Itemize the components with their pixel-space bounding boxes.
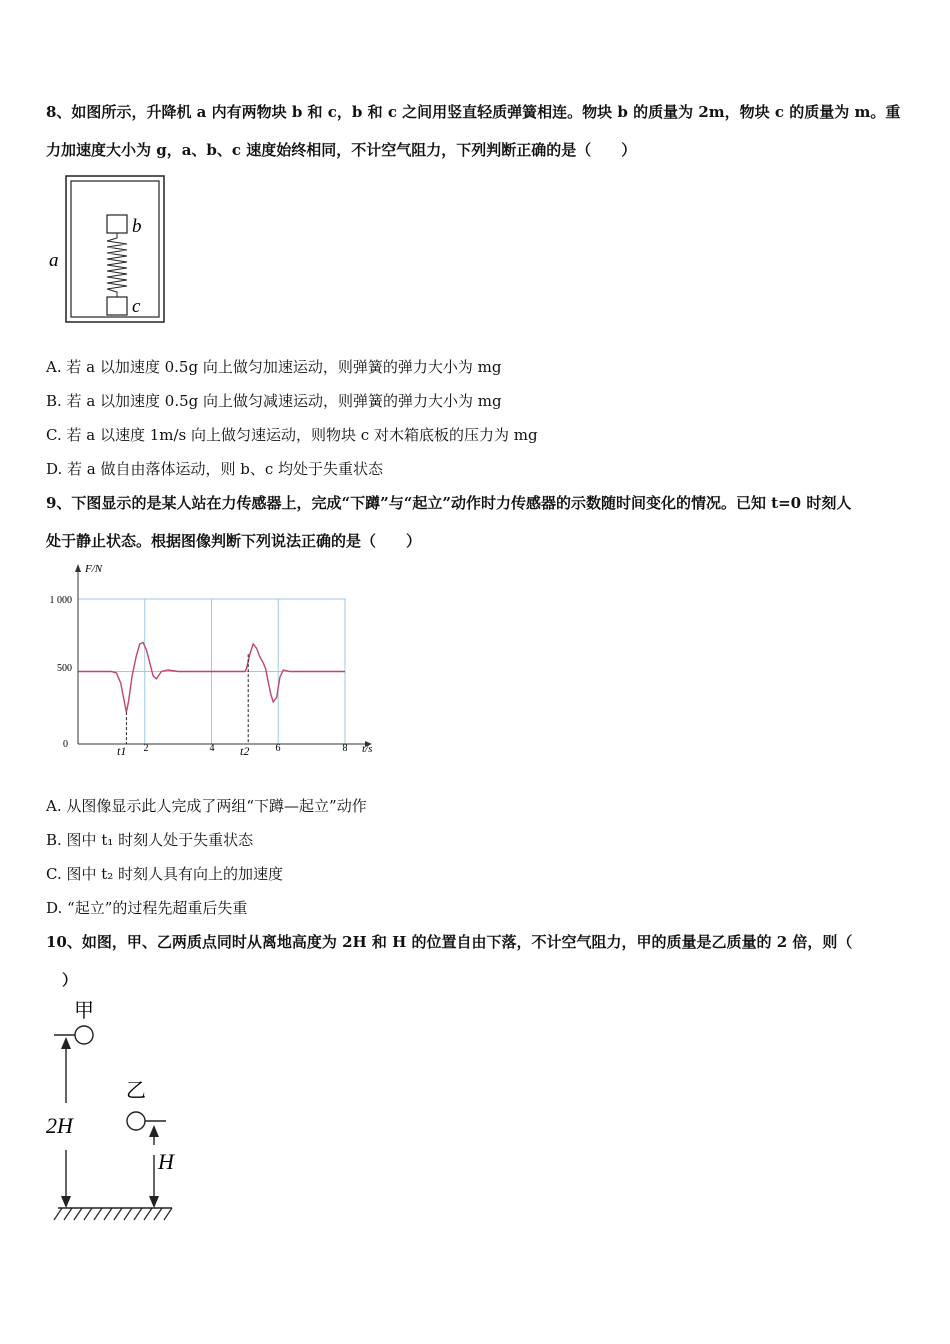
spring bbox=[107, 233, 127, 297]
q8-stem-line1: 8、如图所示，升降机 a 内有两物块 b 和 c，b 和 c 之间用竖直轻质弹簧相连。物块 b 的质量为 2m，物块 c 的质量为 m。重 bbox=[46, 103, 901, 121]
ground-hatch bbox=[54, 1208, 172, 1220]
label-c: c bbox=[132, 296, 141, 317]
q8-option-c: C. 若 a 以速度 1m/s 向上做匀速运动，则物块 c 对木箱底板的压力为 mg bbox=[46, 426, 538, 444]
arrow-2H-down-head bbox=[61, 1196, 71, 1208]
elevator-figure bbox=[44, 174, 174, 326]
block-b bbox=[107, 215, 127, 233]
arrow-H-up-head bbox=[149, 1125, 159, 1137]
y-axis-arrow bbox=[75, 564, 81, 572]
label-yi: 乙 bbox=[126, 1080, 146, 1102]
arrow-H-down-head bbox=[149, 1196, 159, 1208]
q8-option-b: B. 若 a 以加速度 0.5g 向上做匀减速运动，则弹簧的弹力大小为 mg bbox=[46, 392, 502, 410]
label-H: H bbox=[158, 1149, 174, 1174]
q8-option-d: D. 若 a 做自由落体运动，则 b、c 均处于失重状态 bbox=[46, 460, 384, 478]
q8-option-a: A. 若 a 以加速度 0.5g 向上做匀加速运动，则弹簧的弹力大小为 mg bbox=[46, 358, 502, 376]
force-time-chart bbox=[40, 560, 385, 765]
x-tick-label-2: 2 bbox=[143, 743, 149, 754]
arrow-2H-up-head bbox=[61, 1037, 71, 1049]
q9-option-c: C. 图中 t₂ 时刻人具有向上的加速度 bbox=[46, 865, 284, 883]
label-2H: 2H bbox=[46, 1113, 73, 1138]
label-b: b bbox=[132, 216, 142, 237]
q10-stem-line2: ） bbox=[62, 971, 78, 989]
y-tick-label-0: 0 bbox=[63, 739, 68, 750]
point-jia bbox=[75, 1026, 93, 1044]
q10-stem-line1: 10、如图，甲、乙两质点同时从离地高度为 2H 和 H 的位置自由下落，不计空气阻力，甲的质量是乙质量的 2 倍，则（ bbox=[46, 933, 853, 951]
block-c bbox=[107, 297, 127, 315]
label-a: a bbox=[49, 250, 59, 271]
t2-label: t2 bbox=[240, 744, 250, 758]
y-axis-label: F/N bbox=[85, 563, 103, 575]
y-tick-label-1000: 1 000 bbox=[49, 595, 72, 606]
q9-option-a: A. 从图像显示此人完成了两组“下蹲—起立”动作 bbox=[46, 797, 367, 815]
x-tick-label-6: 6 bbox=[275, 743, 281, 754]
q9-stem-line2: 处于静止状态。根据图像判断下列说法正确的是（ ） bbox=[46, 532, 422, 550]
q9-stem-line1: 9、下图显示的是某人站在力传感器上，完成“下蹲”与“起立”动作时力传感器的示数随时间变化的情况。已知 t=0 时刻人 bbox=[46, 494, 852, 512]
q9-option-b: B. 图中 t₁ 时刻人处于失重状态 bbox=[46, 831, 254, 849]
label-jia: 甲 bbox=[74, 1000, 94, 1022]
free-fall-figure bbox=[40, 995, 190, 1225]
x-axis-label: t/s bbox=[362, 743, 373, 755]
q8-stem-line2: 力加速度大小为 g，a、b、c 速度始终相同，不计空气阻力，下列判断正确的是（ ） bbox=[46, 141, 637, 159]
q9-option-d: D. “起立”的过程先超重后失重 bbox=[46, 899, 248, 917]
point-yi bbox=[127, 1112, 145, 1130]
x-tick-label-8: 8 bbox=[342, 743, 348, 754]
y-tick-label-500: 500 bbox=[57, 663, 72, 674]
x-tick-label-4: 4 bbox=[209, 743, 215, 754]
t1-label: t1 bbox=[117, 744, 127, 758]
